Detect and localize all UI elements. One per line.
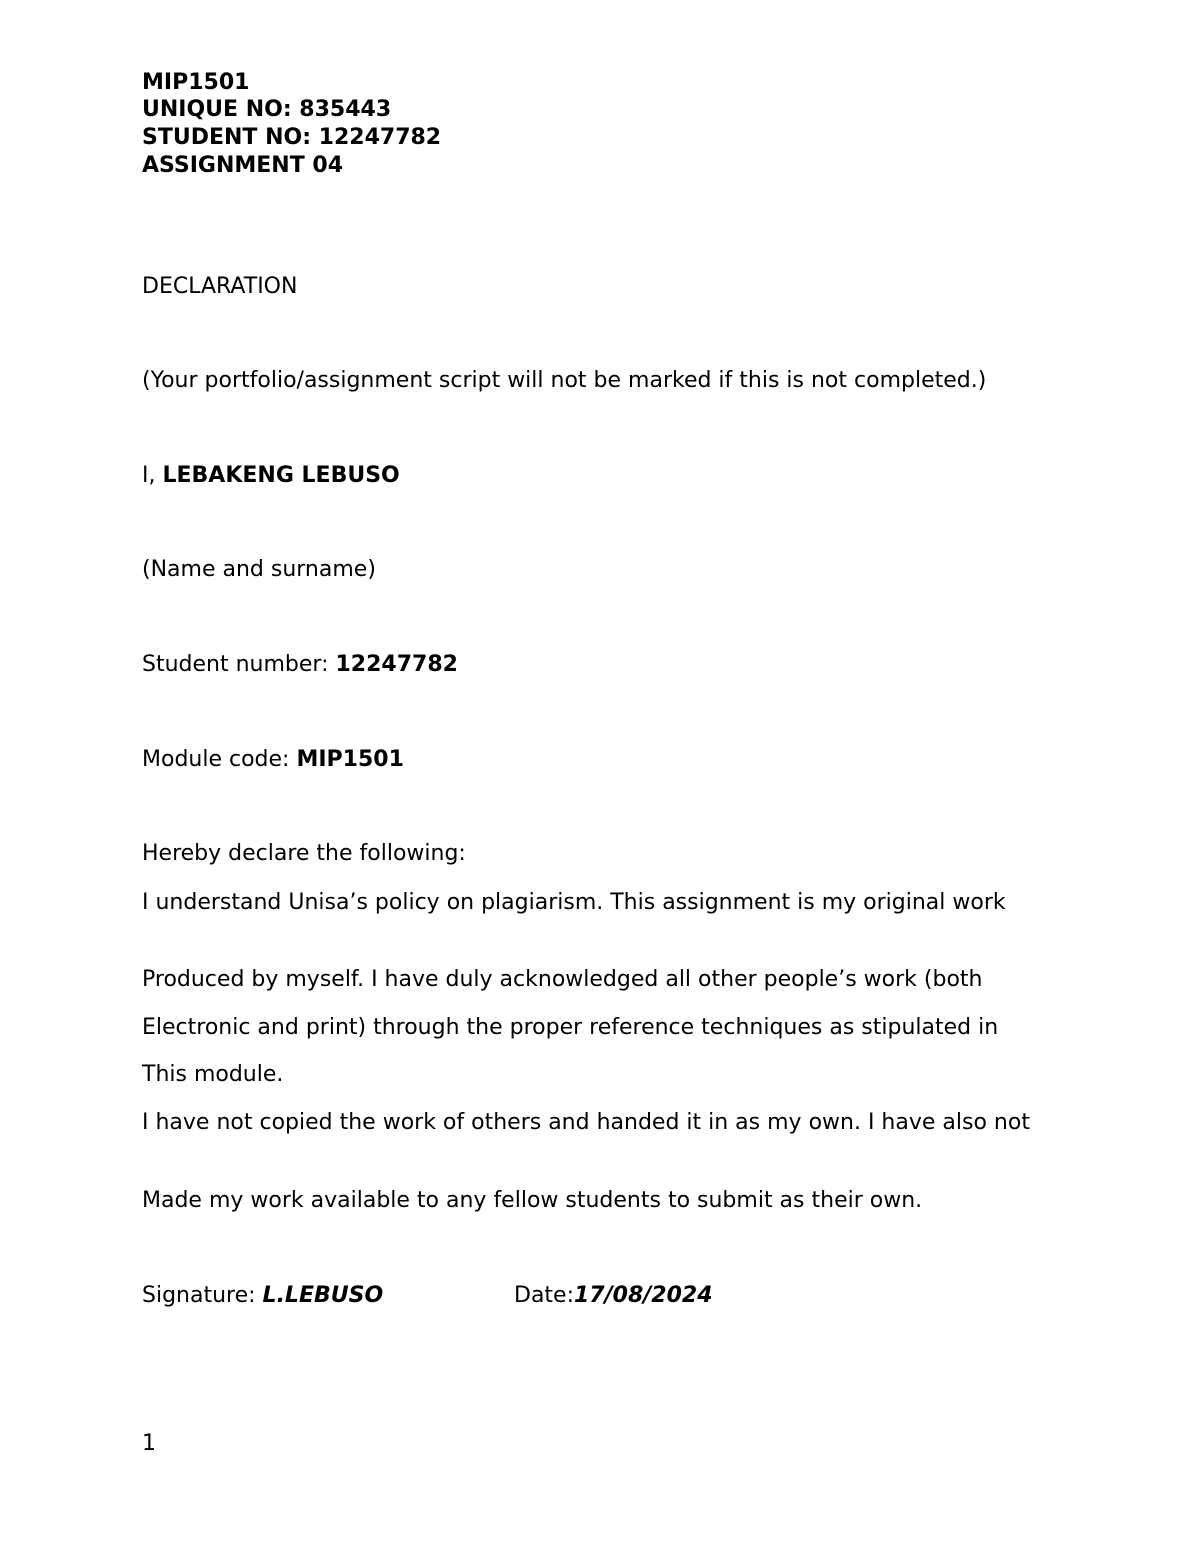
signature-label: Signature:	[142, 1283, 263, 1308]
declaration-paragraph-1: I understand Unisa’s policy on plagiarism. This assignment is my original work	[142, 890, 1006, 915]
declaration-paragraph-3: Electronic and print) through the proper reference techniques as stipulated in	[142, 1015, 999, 1040]
student-number-value: 12247782	[335, 652, 458, 677]
date-line	[514, 1281, 713, 1311]
name-caption: (Name and surname)	[142, 557, 376, 582]
declaration-note: (Your portfolio/assignment script will not be marked if this is not completed.)	[142, 368, 987, 393]
date-label: Date:	[514, 1283, 574, 1308]
student-number-line	[142, 650, 458, 680]
page-number: 1	[142, 1431, 156, 1456]
assignment-heading: ASSIGNMENT 04	[142, 153, 343, 178]
name-line	[142, 461, 400, 491]
declaration-intro: Hereby declare the following:	[142, 841, 466, 866]
date-value: 17/08/2024	[574, 1283, 713, 1308]
module-heading: MIP1501	[142, 70, 250, 95]
unique-number-heading: UNIQUE NO: 835443	[142, 97, 392, 122]
module-code-line	[142, 745, 404, 775]
declaration-paragraph-4: This module.	[142, 1062, 284, 1087]
declaration-paragraph-5: I have not copied the work of others and handed it in as my own. I have also not	[142, 1110, 1030, 1135]
declaration-title: DECLARATION	[142, 274, 298, 299]
module-code-label: Module code:	[142, 747, 297, 772]
name-prefix: I,	[142, 463, 163, 488]
signature-value: L.LEBUSO	[262, 1283, 384, 1308]
student-number-label: Student number:	[142, 652, 336, 677]
signature-line	[142, 1281, 383, 1311]
declaration-paragraph-6: Made my work available to any fellow students to submit as their own.	[142, 1188, 923, 1213]
module-code-value: MIP1501	[296, 747, 404, 772]
declaration-paragraph-2: Produced by myself. I have duly acknowledged all other people’s work (both	[142, 967, 983, 992]
student-name: LEBAKENG LEBUSO	[162, 463, 400, 488]
student-number-heading: STUDENT NO: 12247782	[142, 125, 442, 150]
